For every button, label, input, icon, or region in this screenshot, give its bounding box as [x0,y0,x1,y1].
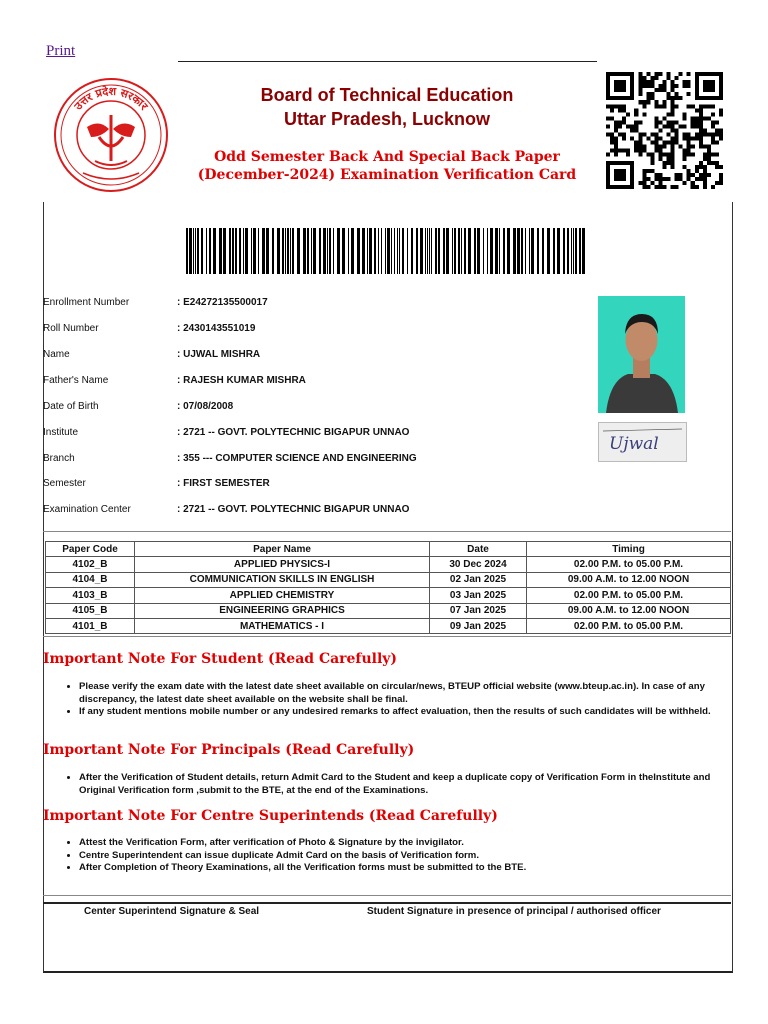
principal-note-list [62,772,747,797]
signature-text: Ujwal [609,434,659,454]
student-signature-label: Student Signature in presence of principal / authorised officer [367,906,661,917]
note-item: • Please verify the exam date with the latest date sheet available on circular/news, BTEUP official website (www.bteup.ac.in). In case of any discrepancy, the latest date sheet available on the website shall be final. [79,681,747,706]
note-item: • After Completion of Theory Examinations, all the Verification forms must be submitted to the BTE. [79,862,747,875]
paper-code: 4104_B [46,572,135,587]
field-value: : E24272135500017 [177,297,268,308]
table-row [46,557,731,572]
student-photo [598,296,685,413]
field-label: Examination Center [43,504,131,515]
field-value: : 07/08/2008 [177,401,234,412]
table-row [46,618,731,633]
up-govt-emblem [53,77,169,193]
board-location: Uttar Pradesh, Lucknow [283,109,491,129]
barcode [186,228,588,274]
note-item: • If any student mentions mobile number or any undesired remarks to affect evaluation, then the results of such candidates will be withheld. [79,706,747,719]
top-rule [178,61,597,62]
paper-name: ENGINEERING GRAPHICS [135,603,430,618]
field-value: : 2721 -- GOVT. POLYTECHNIC BIGAPUR UNNAO [177,504,410,515]
papers-table [45,541,731,634]
paper-timing: 02.00 P.M. to 05.00 P.M. [527,618,731,633]
exam-title-line2: (December-2024) Examination Verification Card [197,167,577,183]
student-signature-image [598,422,687,462]
section-divider [43,531,731,532]
table-row [46,572,731,587]
col-header-paper-name: Paper Name [135,542,430,557]
qr-code [606,72,723,189]
field-label: Enrollment Number [43,297,130,308]
signature-section-rule [43,902,731,904]
paper-timing: 02.00 P.M. to 05.00 P.M. [527,588,731,603]
col-header-timing: Timing [527,542,731,557]
paper-code: 4101_B [46,618,135,633]
field-value: : 2430143551019 [177,323,256,334]
board-title: Board of Technical Education [260,85,514,105]
field-value: : 355 --- COMPUTER SCIENCE AND ENGINEERING [177,453,417,464]
principal-note-heading: Important Note For Principals (Read Carefully) [43,742,415,758]
paper-name: APPLIED CHEMISTRY [135,588,430,603]
paper-timing: 02.00 P.M. to 05.00 P.M. [527,557,731,572]
section-divider [43,895,731,896]
field-value: : RAJESH KUMAR MISHRA [177,375,306,386]
col-header-paper-code: Paper Code [46,542,135,557]
superintendent-note-heading: Important Note For Centre Superintends (Read Carefully) [43,808,498,824]
field-label: Date of Birth [43,401,99,412]
print-link[interactable]: Print [46,43,76,59]
field-value: : UJWAL MISHRA [177,349,261,360]
paper-date: 02 Jan 2025 [430,572,527,587]
exam-title-line1: Odd Semester Back And Special Back Paper [214,149,560,165]
table-row [46,588,731,603]
field-label: Branch [43,453,75,464]
paper-name: COMMUNICATION SKILLS IN ENGLISH [135,572,430,587]
paper-date: 30 Dec 2024 [430,557,527,572]
paper-date: 03 Jan 2025 [430,588,527,603]
paper-date: 07 Jan 2025 [430,603,527,618]
paper-timing: 09.00 A.M. to 12.00 NOON [527,603,731,618]
table-row [46,603,731,618]
table-header-row [46,542,731,557]
student-note-list [62,681,747,719]
col-header-date: Date [430,542,527,557]
field-value: : FIRST SEMESTER [177,478,270,489]
field-label: Semester [43,478,86,489]
note-item: • Attest the Verification Form, after verification of Photo & Signature by the invigilator. [79,837,747,850]
field-value: : 2721 -- GOVT. POLYTECHNIC BIGAPUR UNNAO [177,427,410,438]
svg-text:उत्तर प्रदेश सरकार [71,84,151,113]
superintendent-note-list [62,837,747,875]
section-divider [43,636,731,637]
paper-date: 09 Jan 2025 [430,618,527,633]
paper-timing: 09.00 A.M. to 12.00 NOON [527,572,731,587]
field-label: Roll Number [43,323,99,334]
student-note-heading: Important Note For Student (Read Carefully) [43,651,398,667]
center-superintendent-signature-label: Center Superintend Signature & Seal [84,906,260,917]
field-label: Father's Name [43,375,109,386]
note-item: • After the Verification of Student details, return Admit Card to the Student and keep a duplicate copy of Verification Form in theInstitute and Original Verification form ,submit to the BTE, at the end of the Examinations. [79,772,747,797]
emblem-text: उत्तर प्रदेश सरकार [71,84,151,113]
paper-name: APPLIED PHYSICS-I [135,557,430,572]
field-label: Name [43,349,70,360]
paper-code: 4103_B [46,588,135,603]
paper-name: MATHEMATICS - I [135,618,430,633]
field-label: Institute [43,427,79,438]
note-item: • Centre Superintendent can issue duplicate Admit Card on the basis of Verification form. [79,850,747,863]
paper-code: 4102_B [46,557,135,572]
paper-code: 4105_B [46,603,135,618]
